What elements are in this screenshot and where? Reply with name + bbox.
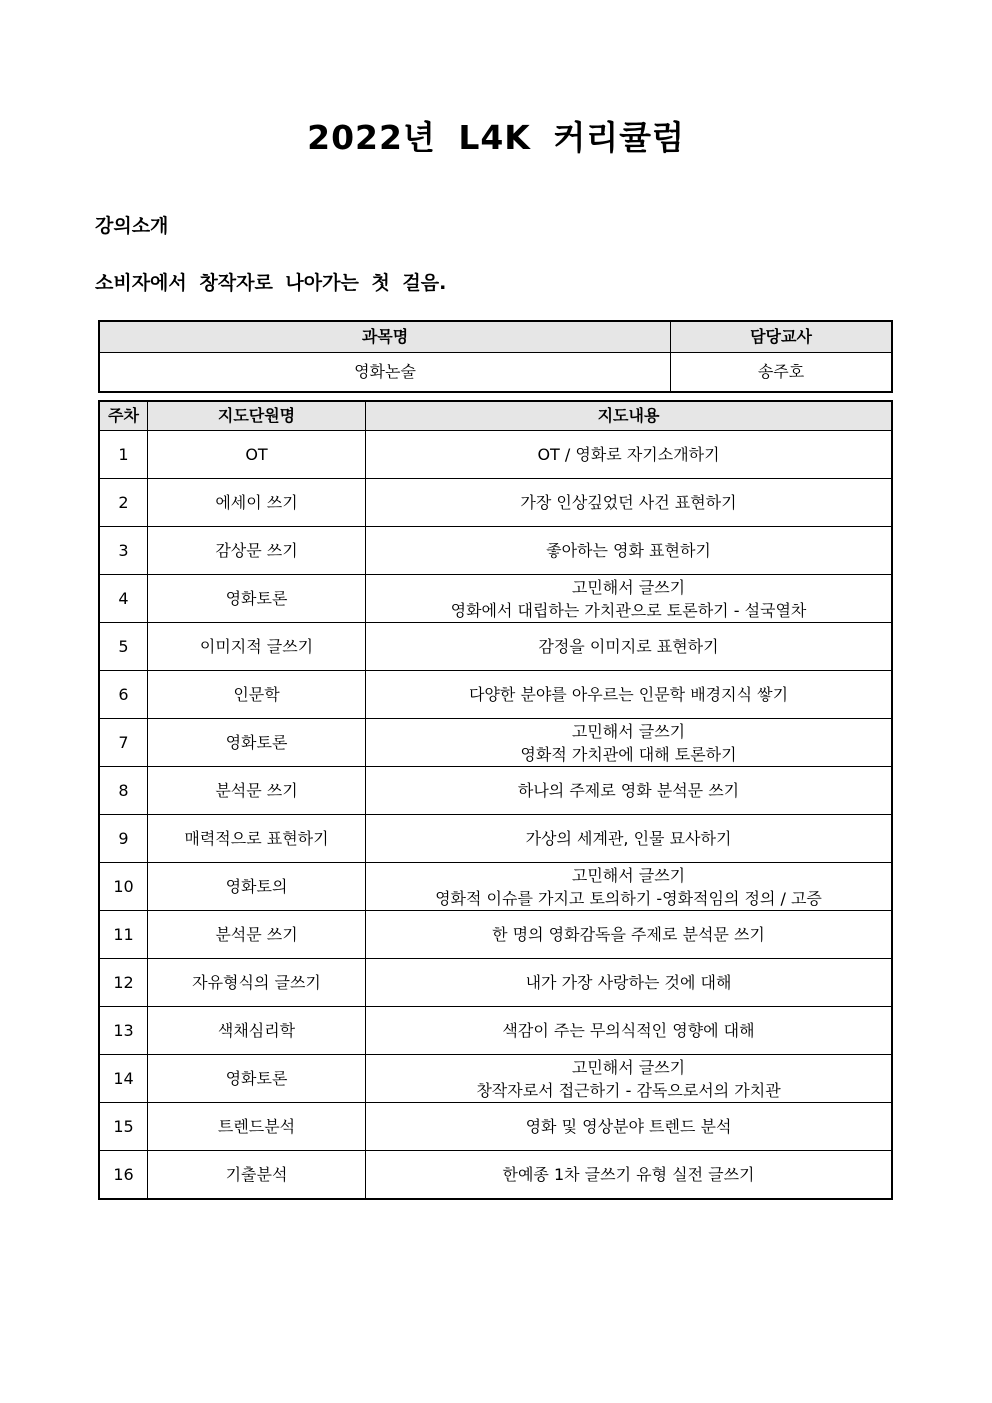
week-cell: 10 [99,863,148,911]
content-line: 내가 가장 사랑하는 것에 대해 [525,972,732,992]
week-cell: 5 [99,623,148,671]
unit-cell: 분석문 쓰기 [148,911,366,959]
content-cell [366,479,893,527]
unit-cell: OT [148,431,366,479]
content-line: 영화적 이슈를 가지고 토의하기 -영화적임의 정의 / 고증 [435,888,822,908]
unit-cell: 영화토론 [148,1055,366,1103]
week-cell: 6 [99,671,148,719]
week-cell: 14 [99,1055,148,1103]
table-row [99,479,892,527]
table-row [99,1103,892,1151]
content-cell [366,575,893,623]
content-line: 영화적 가치관에 대해 토론하기 [520,744,737,764]
content-cell [366,1151,893,1200]
week-cell: 2 [99,479,148,527]
week-cell: 15 [99,1103,148,1151]
intro-label: 강의소개 [95,215,169,237]
content-cell [366,527,893,575]
content-cell [366,959,893,1007]
intro-text: 소비자에서 창작자로 나아가는 첫 걸음. [95,272,447,294]
content-line: OT / 영화로 자기소개하기 [537,444,720,464]
content-line: 고민해서 글쓰기 [571,1057,686,1077]
table-row [99,719,892,767]
content-line: 다양한 분야를 아우르는 인문학 배경지식 쌓기 [468,684,789,704]
unit-cell: 트렌드분석 [148,1103,366,1151]
table-row [99,671,892,719]
page-title: 2022년 L4K 커리큘럼 [307,118,685,157]
table-row [99,767,892,815]
unit-cell: 인문학 [148,671,366,719]
unit-cell: 기출분석 [148,1151,366,1200]
unit-cell: 색채심리학 [148,1007,366,1055]
week-cell: 16 [99,1151,148,1200]
content-cell [366,1007,893,1055]
content-line: 좋아하는 영화 표현하기 [546,540,711,560]
content-cell [366,719,893,767]
content-cell [366,767,893,815]
week-cell: 3 [99,527,148,575]
content-cell [366,431,893,479]
content-cell [366,623,893,671]
content-header: 지도내용 [366,401,893,431]
table-row [99,623,892,671]
teacher-cell: 송주호 [671,353,893,393]
week-cell: 9 [99,815,148,863]
course-table [98,320,893,393]
unit-cell: 이미지적 글쓰기 [148,623,366,671]
content-line: 고민해서 글쓰기 [571,577,686,597]
table-row [99,1151,892,1200]
table-row [99,575,892,623]
content-cell [366,1055,893,1103]
unit-cell: 영화토론 [148,575,366,623]
subject-cell: 영화논술 [99,353,671,393]
week-cell: 7 [99,719,148,767]
content-line: 창작자로서 접근하기 - 감독으로서의 가치관 [476,1080,781,1100]
table-row [99,911,892,959]
content-line: 한예종 1차 글쓰기 유형 실전 글쓰기 [502,1164,755,1184]
content-line: 하나의 주제로 영화 분석문 쓰기 [517,780,740,800]
week-cell: 12 [99,959,148,1007]
table-row [99,959,892,1007]
unit-header: 지도단원명 [148,401,366,431]
content-cell [366,815,893,863]
week-cell: 8 [99,767,148,815]
content-line: 고민해서 글쓰기 [571,865,686,885]
content-line: 감정을 이미지로 표현하기 [538,636,719,656]
schedule-table [98,400,893,1200]
content-cell [366,1103,893,1151]
unit-cell: 영화토론 [148,719,366,767]
table-row [99,1055,892,1103]
subject-header: 과목명 [99,321,671,353]
content-line: 영화에서 대립하는 가치관으로 토론하기 - 설국열차 [450,600,807,620]
unit-cell: 감상문 쓰기 [148,527,366,575]
table-row [99,527,892,575]
table-row [99,1007,892,1055]
week-cell: 1 [99,431,148,479]
content-line: 가장 인상깊었던 사건 표현하기 [520,492,737,512]
content-cell [366,863,893,911]
content-line: 고민해서 글쓰기 [571,721,686,741]
content-cell [366,671,893,719]
teacher-header: 담당교사 [671,321,893,353]
content-line: 가상의 세계관, 인물 묘사하기 [525,828,732,848]
table-row [99,431,892,479]
unit-cell: 매력적으로 표현하기 [148,815,366,863]
unit-cell: 에세이 쓰기 [148,479,366,527]
unit-cell: 자유형식의 글쓰기 [148,959,366,1007]
content-line: 영화 및 영상분야 트렌드 분석 [525,1116,732,1136]
week-cell: 11 [99,911,148,959]
content-line: 색감이 주는 무의식적인 영향에 대해 [502,1020,755,1040]
unit-cell: 분석문 쓰기 [148,767,366,815]
unit-cell: 영화토의 [148,863,366,911]
week-cell: 4 [99,575,148,623]
week-cell: 13 [99,1007,148,1055]
table-row [99,863,892,911]
table-row [99,815,892,863]
schedule-body [99,431,892,1200]
content-line: 한 명의 영화감독을 주제로 분석문 쓰기 [492,924,765,944]
content-cell [366,911,893,959]
week-header: 주차 [99,401,148,431]
